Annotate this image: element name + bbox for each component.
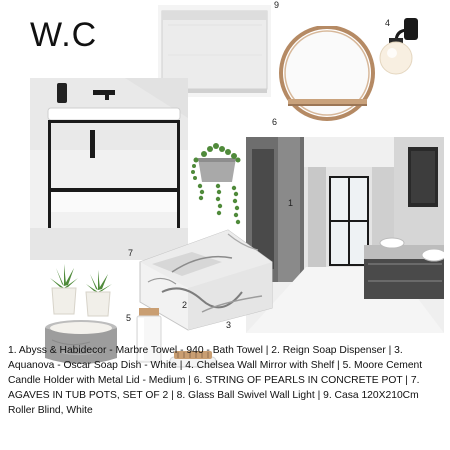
label-2: 2	[182, 300, 188, 310]
product-list-caption: 1. Abyss & Habidecor - Marbre Towel - 940 - Bath Towel | 2. Reign Soap Dispenser | 3. Aquanova - Oscar Soap Dish - White | 4. Chelsea Wall Mirror with Shelf | 5. Moore Cement Candle Holder with Metal Lid - Medium | 6. STRING OF PEARLS IN CONCRETE POT | 7. AGAVES IN TUB POTS, SET OF 2 | 8. Glass Ball Swivel Wall Light | 9. Casa 120X210Cm Roller Blind, White	[8, 345, 423, 416]
label-7: 7	[128, 248, 134, 258]
label-4: 4	[385, 18, 391, 28]
string-of-pearls-image	[188, 130, 246, 230]
label-9: 9	[274, 0, 280, 10]
label-5: 5	[126, 313, 132, 323]
label-6: 6	[272, 117, 278, 127]
label-1: 1	[288, 198, 294, 208]
board-title: W.C	[30, 16, 98, 54]
mirror-image	[276, 26, 379, 121]
label-3: 3	[226, 320, 232, 330]
agave-pots-image	[46, 262, 118, 318]
